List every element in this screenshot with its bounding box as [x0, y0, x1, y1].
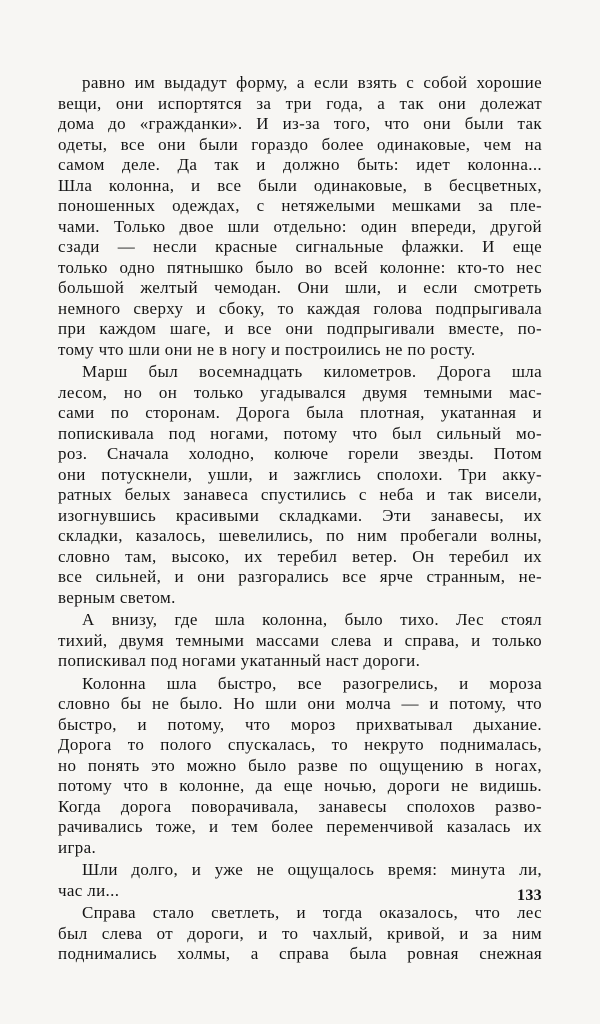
text-line: вещи, они испортятся за три года, а так они долежат [58, 93, 542, 113]
text-line: словно бы не было. Но шли они молча — и потому, что [58, 694, 542, 713]
text-line: Шли долго, и уже не ощущалось время: минута ли, [82, 860, 542, 879]
text-line: попискивала под ногами, потому что был сильный мо- [58, 423, 542, 443]
text-line: сами по сторонам. Дорога была плотная, укатанная и [58, 403, 542, 422]
text-line: поношенных одеждах, с нетяжелыми мешками за пле- [58, 196, 542, 215]
text-line: тому что шли они не в ногу и построились не по росту. [58, 339, 476, 359]
text-line: одеты, все они были гораздо более одинаковые, чем на [58, 134, 542, 154]
paragraph [58, 903, 542, 965]
text-line: был слева от дороги, и то чахлый, кривой, и за ним [58, 923, 542, 943]
text-line: ратных белых занавеса спустились с неба и так висели, [58, 485, 542, 504]
text-line: все сильней, и они разгорались все ярче странным, не- [58, 567, 542, 586]
paragraph [58, 610, 542, 672]
text-line: потому что в колонне, да еще ночью, дороги не видишь. [58, 776, 542, 795]
page-number: 133 [517, 887, 542, 904]
paragraph [58, 674, 542, 859]
text-line: Шла колонна, и все были одинаковые, в бесцветных, [58, 175, 542, 195]
paragraph [58, 73, 542, 360]
text-line: складки, казалось, шевелились, по ним пробегали волны, [58, 526, 542, 545]
text-line: они потускнели, ушли, и зажглись сполохи. Три акку- [58, 464, 542, 484]
text-line: изогнувшись красивыми складками. Эти занавесы, их [58, 505, 542, 525]
page-text [58, 73, 542, 967]
text-line: но понять это можно было разве по ощущению в ногах, [58, 755, 542, 775]
text-line: попискивал под ногами укатанный наст дороги. [58, 651, 421, 670]
paragraph [58, 860, 542, 901]
text-line: Колонна шла быстро, все разогрелись, и мороза [82, 673, 542, 693]
text-line: игра. [58, 837, 97, 857]
text-line: только одно пятнышко было во всей колонне: кто-то нес [58, 257, 542, 277]
text-line: рачивались тоже, и тем более переменчивой казалась их [58, 817, 542, 836]
text-line: поднимались холмы, а справа была ровная снежная [58, 944, 542, 963]
text-line: час ли... [58, 880, 120, 900]
text-line: чами. Только двое шли отдельно: один впереди, другой [58, 216, 542, 236]
text-line: дома до «гражданки». И из-за того, что они были так [58, 114, 542, 133]
text-line: Когда дорога поворачивала, занавесы сполохов разво- [58, 796, 542, 816]
text-line: быстро, и потому, что мороз прихватывал дыхание. [58, 714, 542, 734]
text-line: сзади — несли красные сигнальные флажки. И еще [58, 237, 542, 256]
paragraph [58, 362, 542, 608]
text-line: А внизу, где шла колонна, было тихо. Лес стоял [82, 610, 542, 629]
text-line: немного сверху и сбоку, то каждая голова подпрыгивала [58, 298, 542, 318]
text-line: Дорога то полого спускалась, то некруто поднималась, [58, 735, 542, 754]
text-line: роз. Сначала холодно, колюче горели звезды. Потом [58, 444, 542, 463]
text-line: самом деле. Да так и должно быть: идет колонна... [58, 155, 542, 174]
text-line: Справа стало светлеть, и тогда оказалось, что лес [82, 903, 542, 922]
text-line: при каждом шаге, и все они подпрыгивали вместе, по- [58, 319, 542, 338]
text-line: словно там, высоко, их теребил ветер. Он теребил их [58, 546, 542, 566]
text-line: лесом, но он только угадывался двумя темными мас- [58, 382, 542, 402]
text-line: большой желтый чемодан. Они шли, и если смотреть [58, 278, 542, 297]
text-line: Марш был восемнадцать километров. Дорога шла [82, 362, 542, 381]
text-line: равно им выдадут форму, а если взять с собой хорошие [82, 73, 542, 92]
text-line: верным светом. [58, 587, 176, 607]
text-line: тихий, двумя темными массами слева и справа, и только [58, 630, 542, 650]
